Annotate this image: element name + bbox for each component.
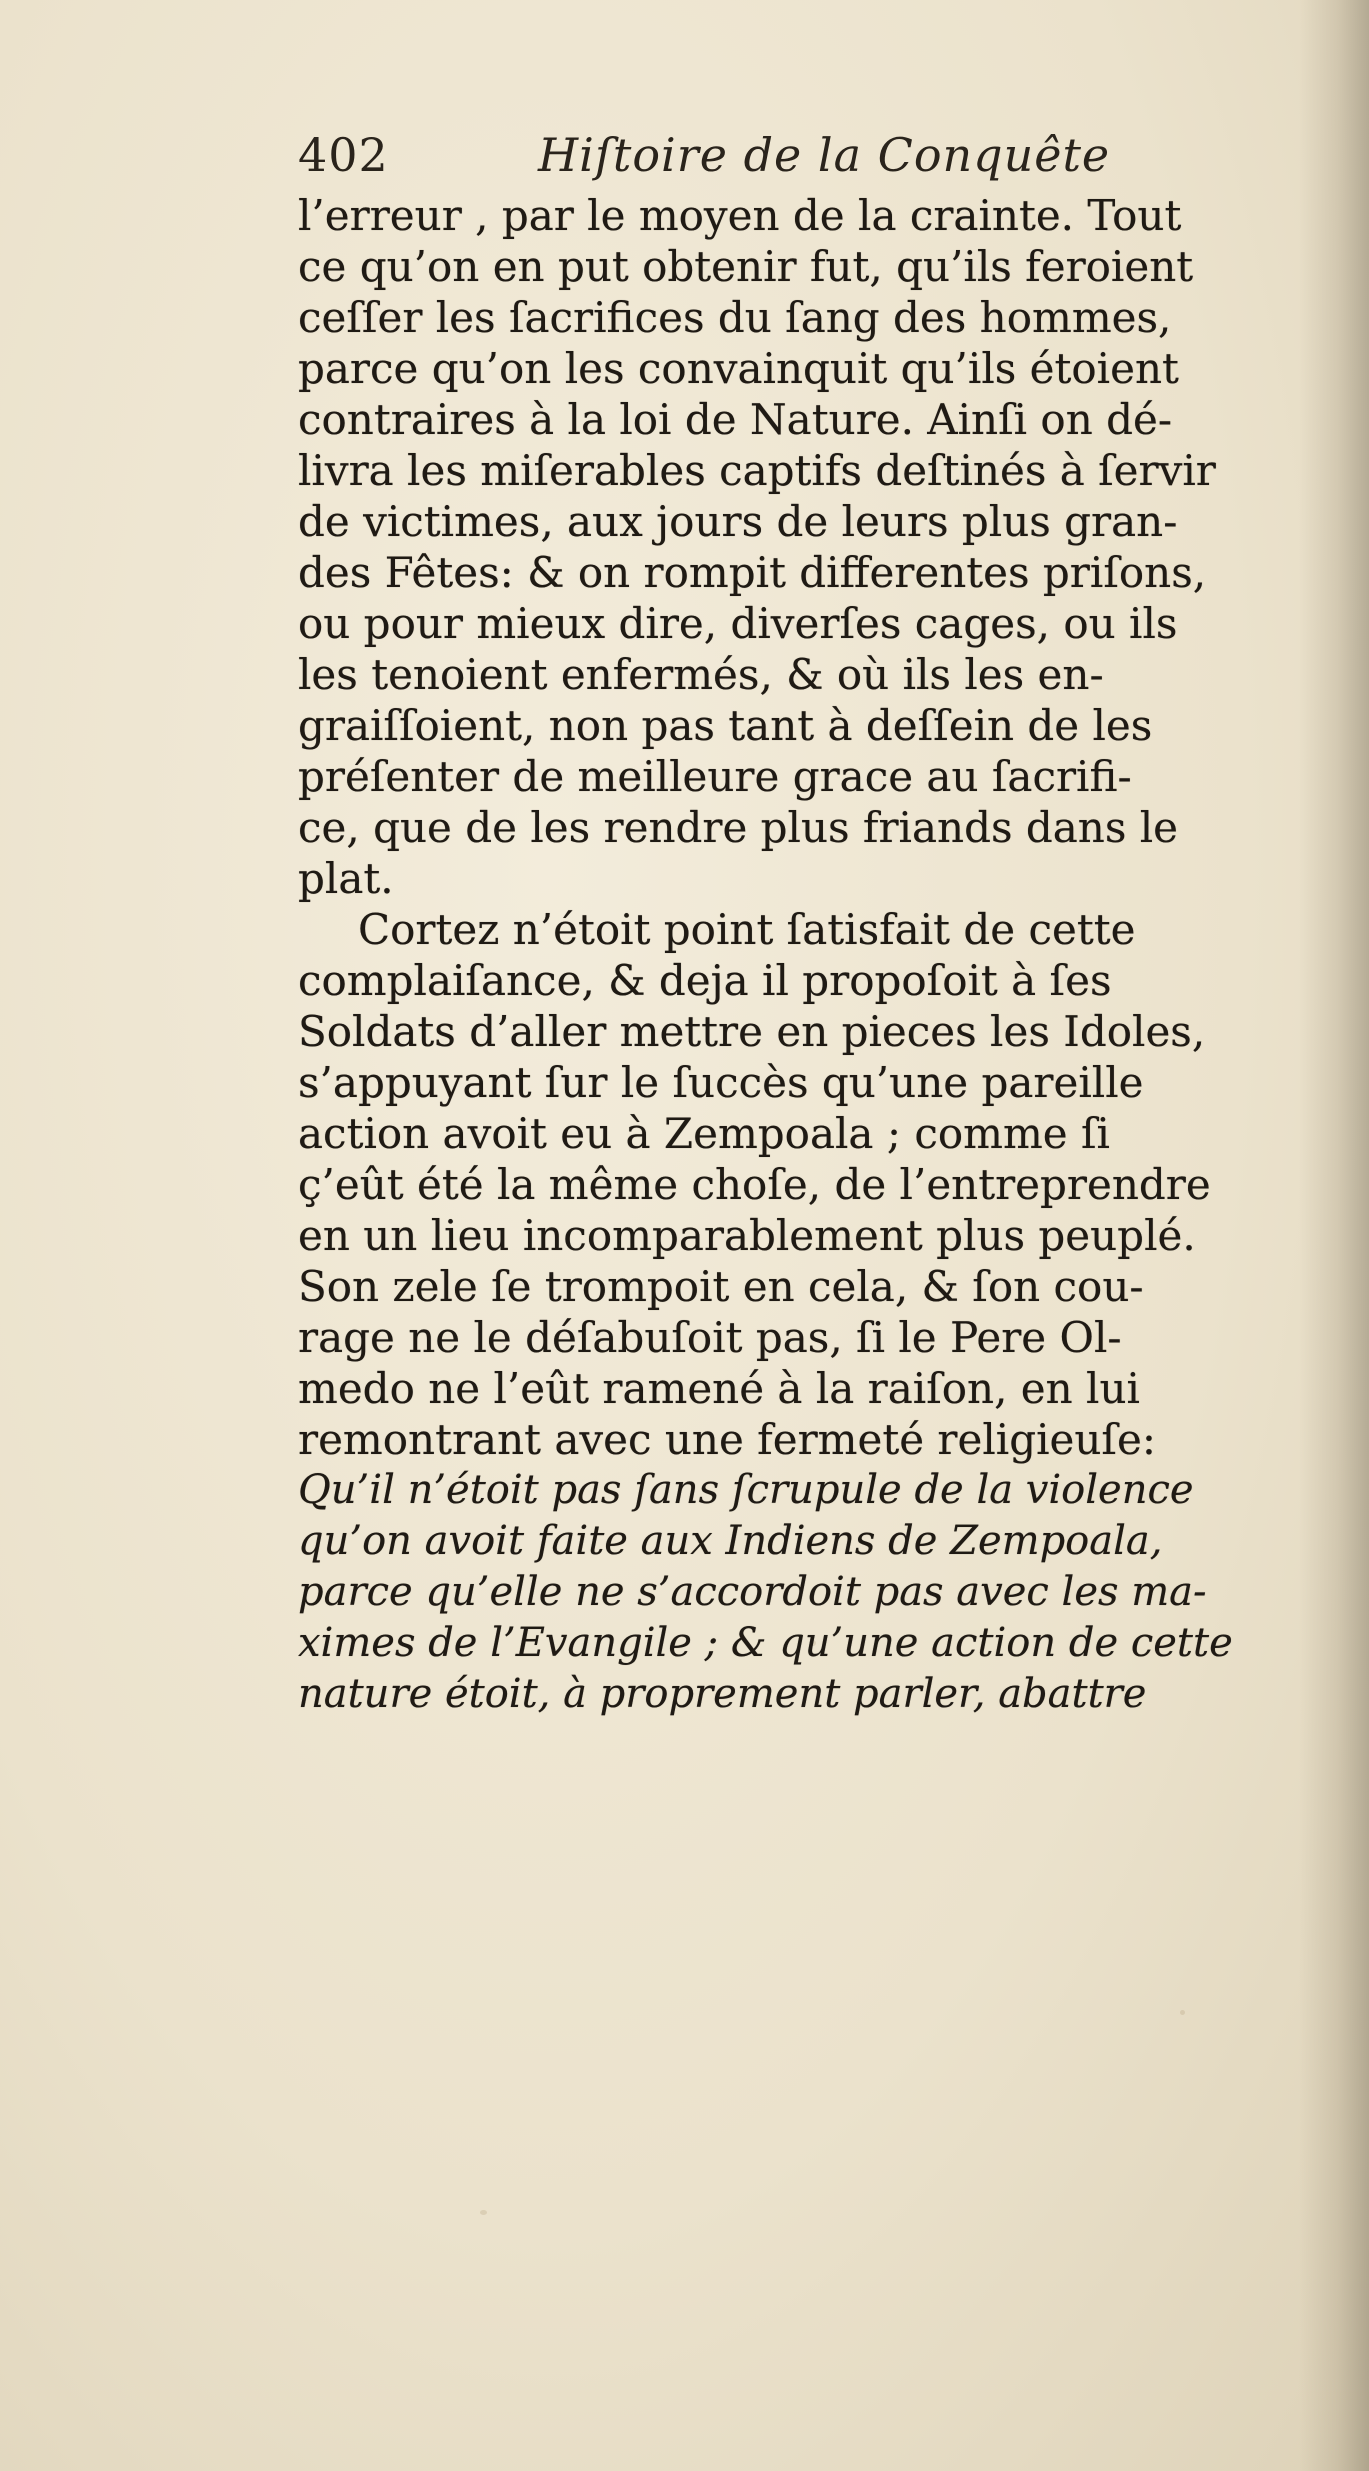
- text-line: des Fêtes: & on rompit differentes priſons,: [298, 548, 1207, 597]
- italic-text-line: parce qu’elle ne s’accordoit pas avec les ma-: [298, 1569, 1207, 1615]
- text-line: ç’eût été la même choſe, de l’entreprendre: [298, 1160, 1211, 1209]
- running-title: Hiſtoire de la Conquête: [538, 128, 1111, 182]
- text-line: ceſſer les ſacrifices du ſang des hommes,: [298, 293, 1172, 342]
- text-line: livra les miſerables captifs deſtinés à ſervir: [298, 446, 1216, 495]
- text-line: les tenoient enfermés, & où ils les en-: [298, 650, 1104, 699]
- text-line: complaiſance, & deja il propoſoit à ſes: [298, 956, 1112, 1005]
- text-line: en un lieu incomparablement plus peuplé.: [298, 1211, 1196, 1260]
- text-line: ce qu’on en put obtenir fut, qu’ils feroient: [298, 242, 1194, 291]
- text-line: préſenter de meilleure grace au ſacrifi-: [298, 752, 1132, 801]
- text-line: Soldats d’aller mettre en pieces les Idoles,: [298, 1007, 1206, 1056]
- text-line: ou pour mieux dire, diverſes cages, ou ils: [298, 599, 1178, 648]
- text-line: ce, que de les rendre plus friands dans le: [298, 803, 1179, 852]
- page-header: [298, 128, 1298, 198]
- foxing-spot: [1180, 2010, 1185, 2015]
- page-number: 402: [298, 128, 389, 182]
- paragraph-start-line: Cortez n’étoit point ſatisfait de cette: [358, 905, 1136, 954]
- text-line: graiſſoient, non pas tant à deſſein de les: [298, 701, 1153, 750]
- text-line: Son zele ſe trompoit en cela, & ſon cou-: [298, 1262, 1144, 1311]
- text-line: parce qu’on les convainquit qu’ils étoient: [298, 344, 1179, 393]
- text-line: action avoit eu à Zempoala ; comme ſi: [298, 1109, 1110, 1158]
- body-text: [298, 190, 1363, 1720]
- italic-text-line: Qu’il n’étoit pas ſans ſcrupule de la violence: [298, 1467, 1194, 1513]
- foxing-spot: [480, 2210, 487, 2215]
- text-line: de victimes, aux jours de leurs plus gran-: [298, 497, 1178, 546]
- text-line: s’appuyant ſur le ſuccès qu’une pareille: [298, 1058, 1144, 1107]
- italic-text-line: nature étoit, à proprement parler, abattre: [298, 1671, 1147, 1717]
- text-line: remontrant avec une fermeté religieuſe:: [298, 1415, 1156, 1464]
- text-line: medo ne l’eût ramené à la raiſon, en lui: [298, 1364, 1140, 1413]
- italic-text-line: qu’on avoit faite aux Indiens de Zempoala,: [298, 1518, 1163, 1564]
- italic-text-line: ximes de l’Evangile ; & qu’une action de cette: [298, 1620, 1233, 1666]
- text-line: contraires à la loi de Nature. Ainſi on dé-: [298, 395, 1173, 444]
- text-line: rage ne le déſabuſoit pas, ſi le Pere Ol-: [298, 1313, 1122, 1362]
- text-line: plat.: [298, 854, 394, 903]
- text-line: l’erreur , par le moyen de la crainte. Tout: [298, 191, 1182, 240]
